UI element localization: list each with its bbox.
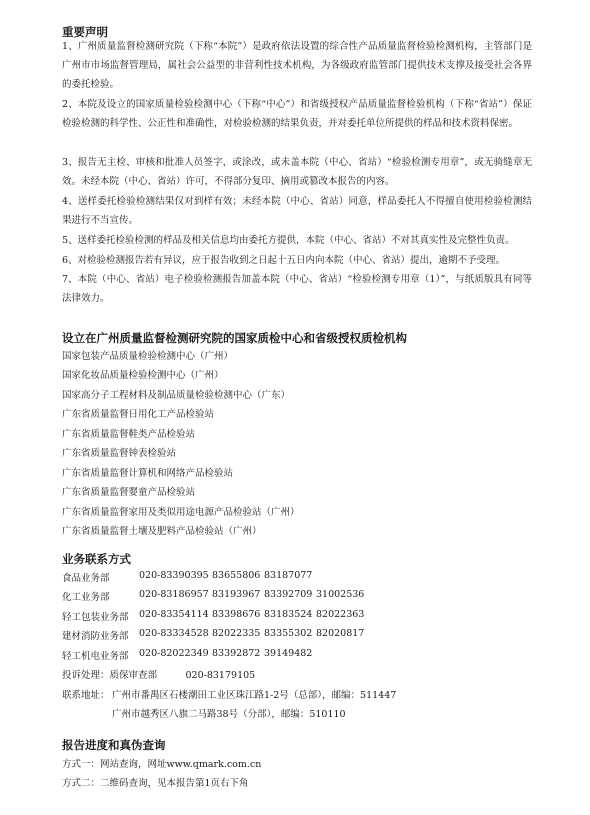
contacts-title: 业务联系方式 bbox=[62, 552, 131, 566]
phone-number: 83392709 bbox=[264, 589, 313, 600]
notice-item-4: 4、送样委托检验检测结果仅对到样有效；未经本院（中心、省站）同意，样品委托人不得擅自使用检验检测结果进行不当宣传。 bbox=[62, 196, 532, 226]
department-label: 轻工包装业务部 bbox=[62, 612, 129, 623]
phone-number: 83392872 bbox=[212, 648, 261, 659]
center-item: 广东省质量监督日用化工产品检验站 bbox=[62, 409, 215, 420]
phone-number: 83187077 bbox=[264, 570, 313, 581]
address-label: 联系地址： bbox=[62, 690, 110, 701]
address-branch: 广州市越秀区八旗二马路38号（分部），邮编：510110 bbox=[112, 709, 346, 720]
phone-number: 83355302 bbox=[264, 628, 313, 639]
centers-title: 设立在广州质量监督检测研究院的国家质检中心和省级授权质检机构 bbox=[62, 331, 407, 345]
phone-number: 020-83390395 bbox=[139, 570, 209, 581]
verify-method-qrcode: 方式二：二维码查询，见本报告第1页右下角 bbox=[62, 778, 249, 789]
phone-number: 39149482 bbox=[264, 648, 313, 659]
center-item: 广东省质量监督家用及类似用途电源产品检验站（广州） bbox=[62, 507, 300, 518]
phone-number: 83398676 bbox=[212, 609, 261, 620]
phone-number: 020-83186957 bbox=[139, 589, 209, 600]
center-item: 广东省质量监督土壤及肥料产品检验站（广州） bbox=[62, 526, 262, 537]
phone-number: 82020817 bbox=[316, 628, 365, 639]
notice-item-7: 7、本院（中心、省站）电子检验检测报告加盖本院（中心、省站）“检验检测专用章（1）”，与纸质版具有同等法律效力。 bbox=[62, 274, 532, 304]
notice-item-1: 1、广州质量监督检测研究院（下称“本院”）是政府依法设置的综合性产品质量监督检验检测机构，主管部门是广州市市场监督管理局，属社会公益型的非营利性技术机构，为各级政府监管部门提供技术支撑及接受社会各界的委托检验。 bbox=[62, 41, 532, 90]
phone-number: 83183524 bbox=[264, 609, 313, 620]
center-item: 国家包装产品质量检验检测中心（广州） bbox=[62, 351, 234, 362]
phone-number: 020-82022349 bbox=[139, 648, 209, 659]
department-label: 化工业务部 bbox=[62, 592, 110, 603]
phone-number: 83193967 bbox=[212, 589, 261, 600]
department-label: 食品业务部 bbox=[62, 573, 110, 584]
phone-number: 020-83354114 bbox=[139, 609, 209, 620]
phone-number: 82022363 bbox=[316, 609, 365, 620]
notice-item-6: 6、对检验检测报告若有异议，应于报告收到之日起十五日内向本院（中心、省站）提出，逾期不予受理。 bbox=[62, 255, 506, 266]
phone-number: 020-83334528 bbox=[139, 628, 209, 639]
department-label: 建材消防业务部 bbox=[62, 631, 129, 642]
center-item: 广东省质量监督鞋类产品检验站 bbox=[62, 429, 196, 440]
phone-number: 83655806 bbox=[212, 570, 261, 581]
notice-item-3: 3、报告无主检、审核和批准人员签字，或涂改，或未盖本院（中心、省站）“检验检测专用章”，或无骑缝章无效。未经本院（中心、省站）许可，不得部分复印、摘用或篡改本报告的内容。 bbox=[62, 157, 532, 187]
department-label: 轻工机电业务部 bbox=[62, 651, 129, 662]
notice-title: 重要声明 bbox=[62, 25, 108, 39]
phone-number: 82022335 bbox=[212, 628, 261, 639]
notice-item-2: 2、本院及设立的国家质量检验检测中心（下称“中心”）和省级授权产品质量监督检验机构（下称“省站”）保证检验检测的科学性、公正性和准确性，对检验检测的结果负责，并对委托单位所提供的样品和技术资料保密。 bbox=[62, 99, 532, 129]
address-headquarters: 广州市番禺区石楼潮田工业区珠江路1-2号（总部），邮编：511447 bbox=[112, 690, 397, 701]
center-item: 国家高分子工程材料及制品质量检验检测中心（广东） bbox=[62, 390, 291, 401]
center-item: 广东省质量监督钟表检验站 bbox=[62, 448, 177, 459]
center-item: 广东省质量监督婴童产品检验站 bbox=[62, 487, 196, 498]
complaint-line: 投诉处理：质保审查部 020-83179105 bbox=[62, 670, 256, 681]
verify-title: 报告进度和真伪查询 bbox=[62, 738, 166, 752]
center-item: 广东省质量监督计算机和网络产品检验站 bbox=[62, 468, 234, 479]
phone-number: 31002536 bbox=[316, 589, 365, 600]
center-item: 国家化妆品质量检验检测中心（广州） bbox=[62, 370, 224, 381]
verify-method-website: 方式一：网站查询，网址www.qmark.com.cn bbox=[62, 759, 262, 770]
notice-item-5: 5、送样委托检验检测的样品及相关信息均由委托方提供，本院（中心、省站）不对其真实性及完整性负责。 bbox=[62, 235, 515, 246]
